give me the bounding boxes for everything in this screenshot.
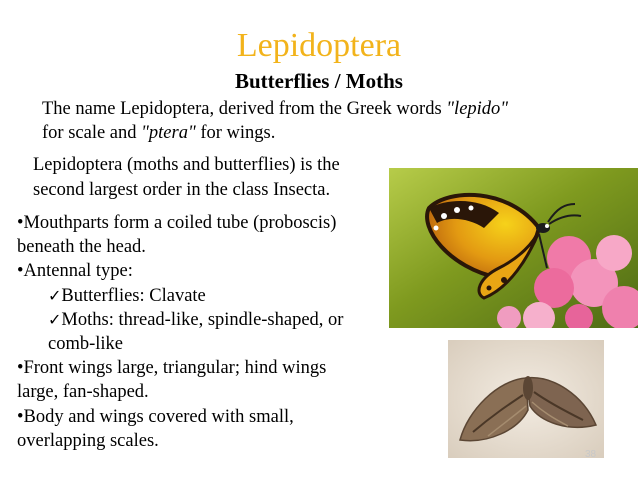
intro-line-1	[42, 97, 622, 121]
bullet-list	[17, 211, 397, 453]
sub-bullet-text: Moths: thread-like, spindle-shaped, or	[61, 309, 344, 330]
greek-word-ptera: "ptera"	[141, 123, 196, 143]
butterfly-photo	[389, 168, 638, 328]
page-number: 38	[585, 449, 597, 460]
bullet-mouthparts: •Mouthparts form a coiled tube (proboscis)	[17, 213, 337, 233]
intro-line-2	[42, 121, 622, 145]
intro-text: for scale and	[42, 123, 142, 143]
bullet-wings: •Front wings large, triangular; hind wings	[17, 358, 327, 379]
order-line: Lepidoptera (moths and butterflies) is the	[33, 155, 340, 175]
slide-title: Lepidoptera	[236, 27, 402, 64]
sub-bullet-text: Butterflies: Clavate	[61, 285, 206, 306]
sub-bullet-moths	[17, 308, 397, 332]
greek-word-lepido: "lepido"	[446, 99, 509, 119]
intro-paragraph	[42, 97, 622, 145]
order-description	[33, 153, 403, 203]
bullet-antennal-type: •Antennal type:	[17, 261, 133, 282]
intro-text: The name Lepidoptera, derived from the Greek words	[42, 99, 447, 119]
check-icon: ✓	[48, 309, 62, 329]
check-icon: ✓	[48, 285, 62, 305]
bullet-body: •Body and wings covered with small,	[17, 406, 294, 427]
sub-bullet-moths-cont: comb-like	[48, 334, 124, 355]
order-line: second largest order in the class Insecta.	[33, 180, 331, 200]
moth-photo	[448, 340, 604, 458]
bullet-mouthparts-cont: beneath the head.	[17, 237, 146, 258]
intro-text: for wings.	[195, 123, 276, 143]
sub-bullet-butterflies	[17, 284, 397, 308]
bullet-wings-cont: large, fan-shaped.	[17, 382, 149, 403]
slide-subtitle: Butterflies / Moths	[235, 69, 403, 93]
bullet-body-cont: overlapping scales.	[17, 430, 159, 451]
